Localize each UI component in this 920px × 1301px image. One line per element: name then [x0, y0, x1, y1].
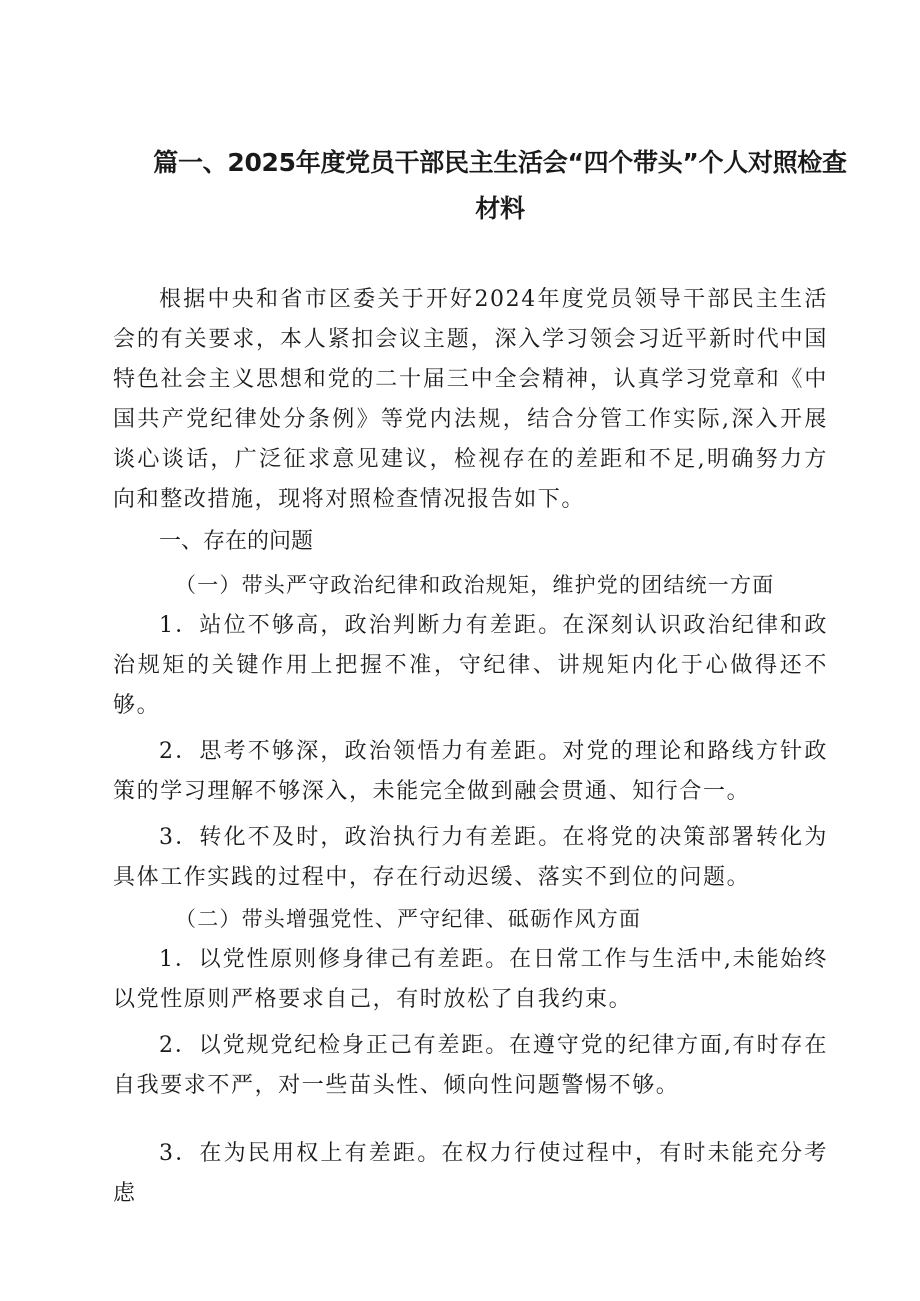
document-title: 篇一、2025年度党员干部民主生活会“四个带头”个人对照检查材料 — [153, 148, 847, 223]
list-item: 2．以党规党纪检身正己有差距。在遵守党的纪律方面,有时存在自我要求不严，对一些苗头性、倾向性问题警惕不够。 — [113, 1033, 828, 1098]
list-item: 2．思考不够深，政治领悟力有差距。对党的理论和路线方针政策的学习理解不够深入，未能完全做到融会贯通、知行合一。 — [113, 739, 828, 804]
list-item: 3．转化不及时，政治执行力有差距。在将党的决策部署转化为具体工作实践的过程中，存在行动迟缓、落实不到位的问题。 — [113, 825, 828, 890]
subsection-heading-2: （二）带头增强党性、严守纪律、砥砺作风方面 — [175, 907, 642, 931]
section-heading-problems: 一、存在的问题 — [159, 529, 314, 554]
intro-paragraph: 根据中央和省市区委关于开好2024年度党员领导干部民主生活会的有关要求，本人紧扣会议主题，深入学习领会习近平新时代中国特色社会主义思想和党的二十届三中全会精神，认真学习党章和《中国共产党纪律处分条例》等党内法规，结合分管工作实际,深入开展谈心谈话，广泛征求意见建议，检视存在的差距和不足,明确努力方向和整改措施，现将对照检查情况报告如下。 — [113, 287, 828, 512]
subsection-heading-1: （一）带头严守政治纪律和政治规矩，维护党的团结统一方面 — [175, 573, 775, 597]
list-item: 1．站位不够高，政治判断力有差距。在深刻认识政治纪律和政治规矩的关键作用上把握不准，守纪律、讲规矩内化于心做得还不够。 — [113, 613, 828, 718]
list-item: 1．以党性原则修身律己有差距。在日常工作与生活中,未能始终以党性原则严格要求自己，有时放松了自我约束。 — [113, 947, 828, 1012]
document-body — [113, 280, 828, 1214]
list-item: 3．在为民用权上有差距。在权力行使过程中，有时未能充分考虑 — [113, 1141, 828, 1206]
